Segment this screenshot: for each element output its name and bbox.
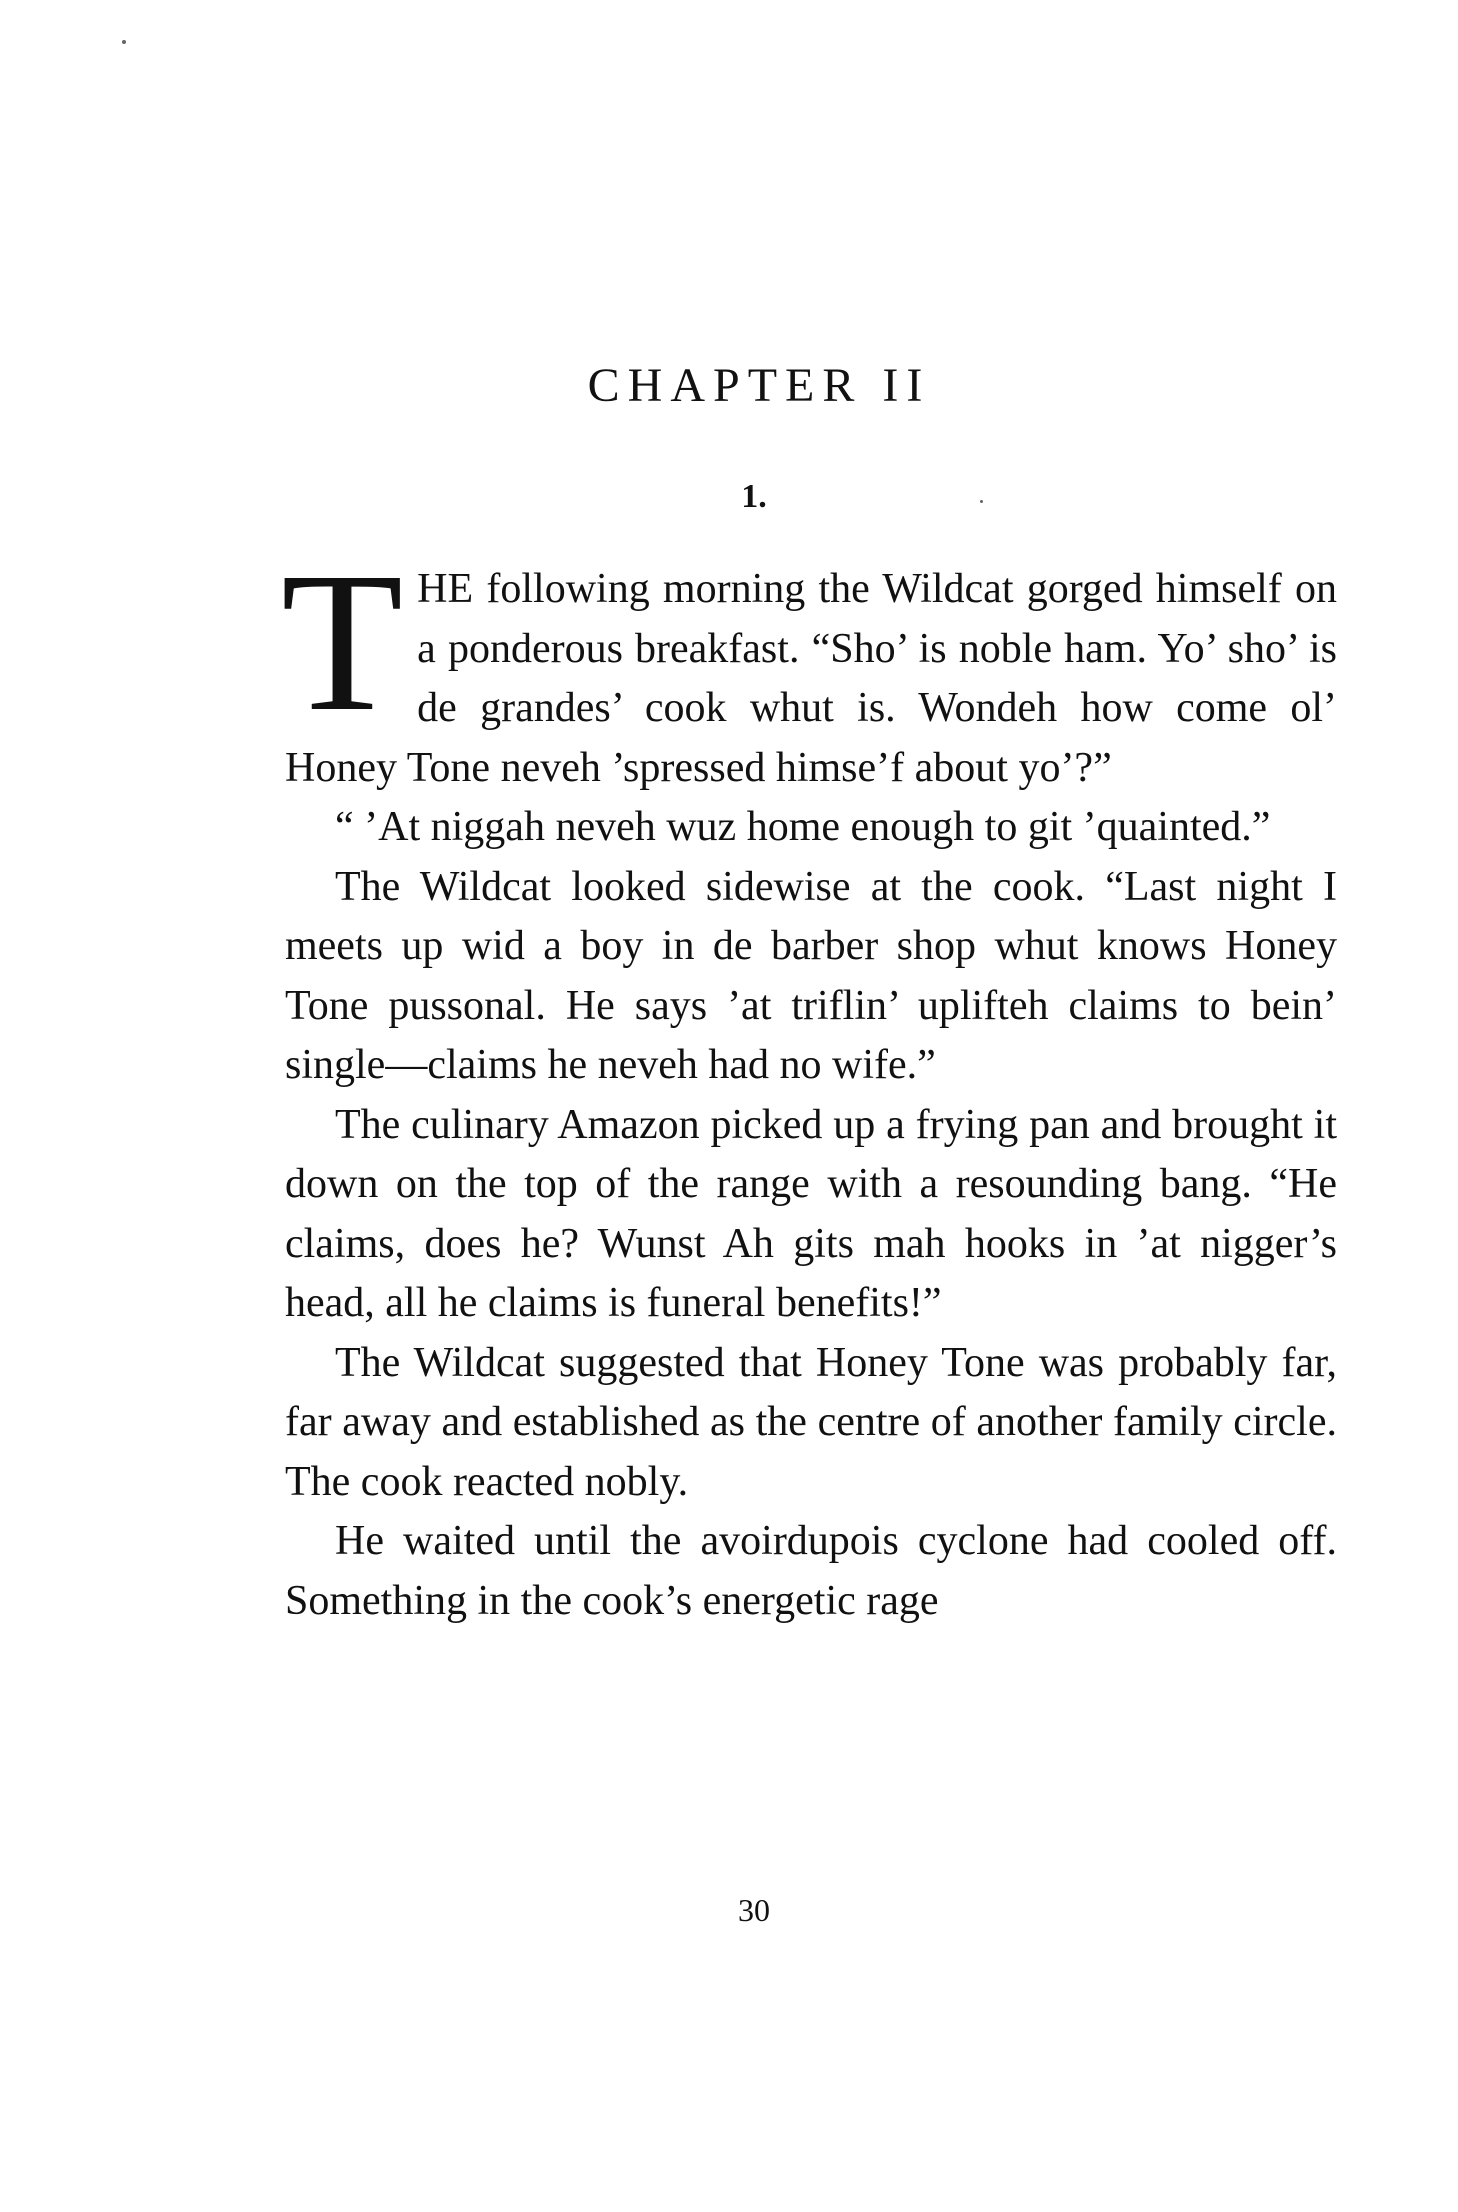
paragraph-1-text: HE following morning the Wildcat gorged himself on a ponderous breakfast. “Sho’ is noble ham. Yo’ sho’ is de grandes’ cook whut is. Wondeh how come ol’ Honey Tone neveh ’spressed himse’f about yo’?” — [285, 566, 1337, 791]
paragraph-1 — [281, 532, 1337, 798]
chapter-title: CHAPTER II — [587, 359, 931, 412]
paragraph-2: “ ’At niggah neveh wuz home enough to git ’quainted.” — [335, 804, 1271, 850]
section-number: 1. — [741, 478, 767, 515]
paragraph-3: The Wildcat looked sidewise at the cook. “Last night I meets up wid a boy in de barber shop whut knows Honey Tone pussonal. He says ’at triflin’ uplifteh claims to bein’ single—claims he neveh had no wife.” — [285, 863, 1337, 1088]
body-text — [281, 532, 1337, 1631]
paragraph-6: He waited until the avoirdupois cyclone had cooled off. Something in the cook’s energetic rage — [285, 1518, 1337, 1624]
scan-speck — [122, 40, 126, 44]
paragraph-4: The culinary Amazon picked up a frying pan and brought it down on the top of the range with a resounding bang. “He claims, does he? Wunst Ah gits mah hooks in ’at nigger’s head, all he claims is funeral benefits!” — [285, 1101, 1337, 1326]
page-number: 30 — [738, 1892, 770, 1928]
drop-cap: T — [281, 532, 404, 753]
paragraph-5: The Wildcat suggested that Honey Tone was probably far, far away and established as the centre of another family circle. The cook reacted nobly. — [285, 1339, 1337, 1505]
